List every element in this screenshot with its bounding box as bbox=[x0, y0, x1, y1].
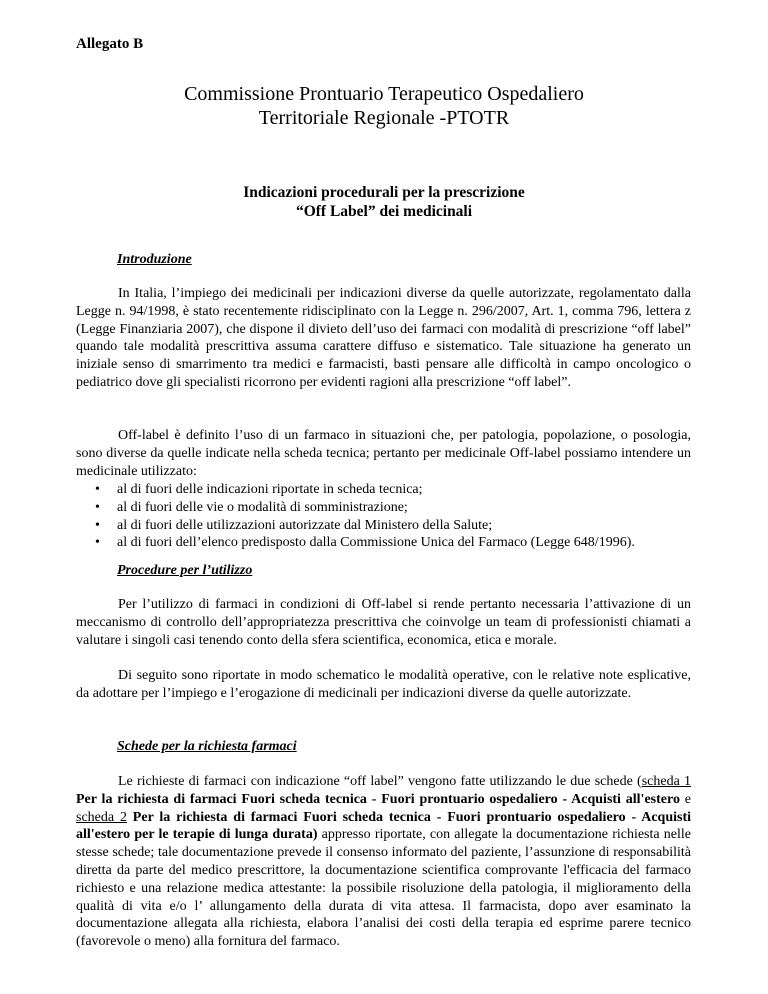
bullet-icon: • bbox=[95, 499, 100, 515]
section-heading-procedure: Procedure per l’utilizzo bbox=[117, 563, 253, 578]
intro-paragraph-1 bbox=[76, 285, 691, 392]
procedure-paragraph-2 bbox=[76, 667, 691, 703]
commission-title-line-2: Territoriale Regionale -PTOTR bbox=[258, 107, 510, 129]
commission-title bbox=[0, 82, 768, 130]
document-subtitle-line-1: Indicazioni procedurali per la prescrizione bbox=[243, 184, 525, 201]
scheda-2-link[interactable]: scheda 2 bbox=[76, 809, 127, 825]
procedure-paragraph-1 bbox=[76, 596, 691, 649]
intro-paragraph-1-text: In Italia, l’impiego dei medicinali per indicazioni diverse da quelle autorizzate, regolamentato dalla Legge n. 94/1998, è stato recentemente ridisciplinato con la Legge n. 296/2007, Art. 1, comma 796, lettera z (Legge Finanziaria 2007), che dispone il divieto dell’uso dei farmaci con modalità di prescrizione “off label” quando tale modalità prescrittiva assuma carattere diffuso e sistematico. Tale situazione ha generato un iniziale senso di smarrimento tra medici e farmacisti, basti pensare alle difficoltà in campo oncologico o pediatrico dove gli specialisti ricorrono per evidenti ragioni alla prescrizione “off label”. bbox=[76, 286, 691, 390]
procedure-paragraph-2-text: Di seguito sono riportate in modo schematico le modalità operative, con le relative note esplicative, da adottare per l’impiego e l’erogazione di medicinali per indicazioni diverse da quelle autorizzate. bbox=[76, 668, 691, 701]
bullet-icon: • bbox=[95, 517, 100, 533]
commission-title-line-1: Commissione Prontuario Terapeutico Ospedaliero bbox=[184, 83, 584, 105]
procedure-paragraph-1-text: Per l’utilizzo di farmaci in condizioni di Off-label si rende pertanto necessaria l’attivazione di un meccanismo di controllo dell’appropriatezza prescrittiva che coinvolge un team di professionisti chiamati a valutare i singoli casi tenendo conto della sfera scientifica, economica, etica e morale. bbox=[76, 597, 691, 648]
bullet-icon: • bbox=[95, 482, 100, 497]
list-item: • al di fuori delle vie o modalità di somministrazione; bbox=[95, 499, 408, 515]
document-subtitle-line-2: “Off Label” dei medicinali bbox=[295, 203, 473, 220]
intro-paragraph-2-text: Off-label è definito l’uso di un farmaco in situazioni che, per patologia, popolazione, o posologia, sono diverse da quelle indicate nella scheda tecnica; pertanto per medicinale Off-label possiamo intendere un medicinale utilizzato: bbox=[76, 428, 691, 479]
attachment-label: Allegato B bbox=[76, 36, 144, 52]
list-item: • al di fuori delle indicazioni riportate in scheda tecnica; bbox=[95, 482, 423, 497]
intro-paragraph-2 bbox=[76, 427, 691, 480]
list-item: • al di fuori dell’elenco predisposto dalla Commissione Unica del Farmaco (Legge 648/1996). bbox=[95, 535, 635, 551]
scheda-1-link[interactable]: scheda 1 bbox=[641, 774, 691, 789]
offlabel-criteria-list bbox=[93, 481, 693, 552]
section-heading-introduzione: Introduzione bbox=[117, 252, 192, 267]
section-heading-schede: Schede per la richiesta farmaci bbox=[117, 739, 297, 754]
bullet-icon: • bbox=[95, 535, 100, 551]
list-item: • al di fuori delle utilizzazioni autorizzate dal Ministero della Salute; bbox=[95, 517, 493, 533]
schede-paragraph: Le richieste di farmaci con indicazione “off label” vengono fatte utilizzando le due schede (scheda 1 Per la richiesta di farmaci Fuori scheda tecnica - Fuori prontuario ospedaliero - Acquisti all'estero e scheda 2 Per la richiesta di farmaci Fuori scheda tecnica - Fuori prontuario ospedaliero - Acquisti all'estero per le terapie di lunga durata) appresso riportate, con allegate la documentazione richiesta nelle stesse schede; tale documentazione prevede il consenso informato del paziente, l’assunzione di responsabilità diretta da parte del medico prescrittore, la documentazione scientifica comprovante l'efficacia del farmaco richiesto e una relazione medica attestante: la possibile risoluzione della patologia, il miglioramento della qualità di vita e/o l’ allungamento della durata di vita attesa. Il farmacista, dopo aver esaminato la documentazione allegata alla richiesta, elabora l’analisi dei costi della terapia ed esprime parere tecnico (favorevole o meno) alla fornitura del farmaco. bbox=[76, 774, 691, 950]
document-subtitle bbox=[0, 183, 768, 221]
